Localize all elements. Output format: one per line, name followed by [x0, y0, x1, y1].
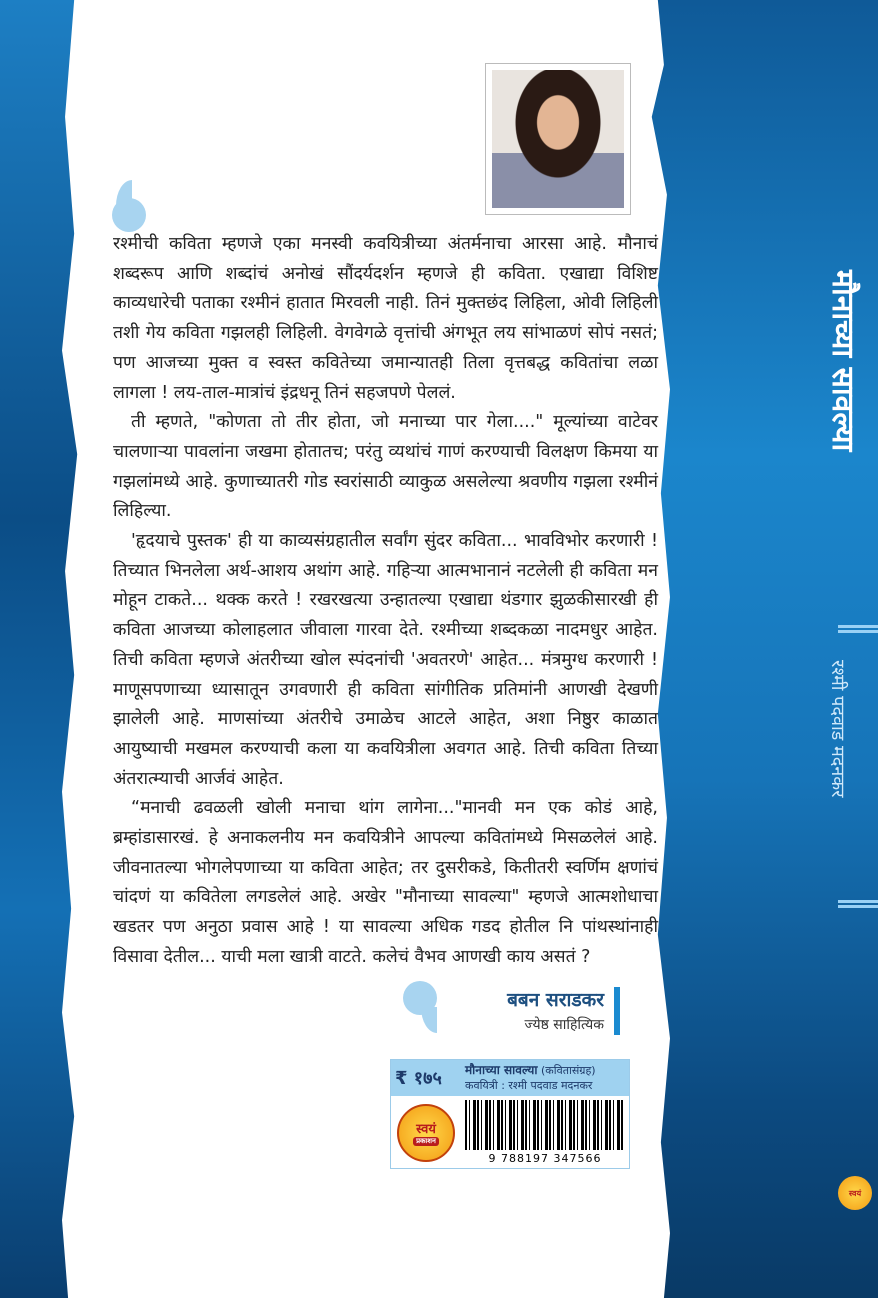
blurb-text [113, 230, 658, 973]
blurb-paragraph: “मनाची ढवळली खोली मनाचा थांग लागेना..."मानवी मन एक कोडं आहे, ब्रम्हांडासारखं. हे अनाकलनीय मन कवयित्रीने आपल्या कवितांमध्ये मिसळलेलं आहे. जीवनातल्या भोगलेपणाच्या या कविता आहेत; तर दुसरीकडे, कितीतरी स्वर्णिम क्षणांचं चांदणं या कवितेला लगडलेलं आहे. अखेर "मौनाच्या सावल्या" म्हणजे आत्मशोधाचा खडतर पण अनुठा प्रवास आहे ! या सावल्या अधिक गडद होतील नि पांथस्थांनाही विसावा देतील... याची मला खात्री वाटते. कलेचं वैभव आणखी काय असतं ? [113, 798, 658, 967]
blurb-paragraph: रश्मीची कविता म्हणजे एका मनस्वी कवयित्रीच्या अंतर्मनाचा आरसा आहे. मौनाचं शब्दरूप आणि शब्दांचं अनोखं सौंदर्यदर्शन म्हणजे ही कविता. एखाद्या विशिष्ट काव्यधारेची पताका रश्मीनं हातात मिरवली नाही. तिनं मुक्तछंद लिहिला, ओवी लिहिली तशी गेय कविता गझलही लिहिली. वेगवेगळे वृत्तांची अंगभूत लय सांभाळणं सोपं नसतं; पण आजच्या मुक्त व स्वस्त कवितेच्या जमान्यातही तिला वृत्तबद्ध कवितांचा लळा लागला ! लय-ताल-मात्रांचं इंद्रधनू तिनं सहजपणे पेललं. [113, 234, 658, 403]
book-title: मौनाच्या सावल्या [465, 1062, 538, 1077]
isbn-box [390, 1059, 630, 1169]
publisher-logo-sub: प्रकाशन [413, 1137, 439, 1146]
blurb-column [113, 0, 658, 1269]
blurb-paragraph: 'हृदयाचे पुस्तक' ही या काव्यसंग्रहातील सर्वांग सुंदर कविता... भावविभोर करणारी ! तिच्यात भिनलेला अर्थ-आशय अथांग आहे. गहिऱ्या आत्मभानानं नटलेली ही कविता मन मोहून टाकते... थक्क करते ! रखरखत्या उन्हातल्या एखाद्या थंडगार झुळकीसारखी ही कविता आजच्या कोलाहलात जीवाला गारवा देते. रश्मीच्या शब्दकळा नादमधुर आहेत. तिची कविता म्हणजे अंतरीच्या खोल स्पंदनांची 'अवतरणे' आहेत... मंत्रमुग्ध करणारी ! माणूसपणाच्या ध्यासातून उगवणारी ही कविता सांगीतिक प्रतिमांनी आणखी देखणी झालेली आहे. माणसांच्या अंतरीचे उमाळेच आटले आहेत, अशा निष्ठुर काळात आयुष्याची मखमल करण्याची कला या कवयित्रीला अवगत आहे. तिची कविता तिच्या अंतरात्म्याची आर्जवं आहेत. [113, 531, 658, 789]
publisher-logo-text: स्वयं [416, 1122, 436, 1138]
barcode-number: 9 788197 347566 [488, 1151, 602, 1165]
cover-background-left [0, 0, 80, 1298]
signature [507, 987, 620, 1035]
book-genre: (कवितासंग्रह) [541, 1063, 596, 1077]
spine-divider [838, 900, 878, 908]
publisher-logo [397, 1104, 455, 1162]
price: ₹ १७५ [395, 1067, 442, 1089]
cover-background-spine [648, 0, 878, 1298]
blurb-paragraph: ती म्हणते, "कोणता तो तीर होता, जो मनाच्या पार गेला...." मूल्यांच्या वाटेवर चालणाऱ्या पावलांना जखमा होतातच; परंतु व्यथांचं गाणं करण्याची विलक्षण किमया या गझलांमध्ये आहे. कुणाच्यातरी गोड स्वरांसाठी व्याकुळ असलेल्या श्रवणीय गझला रश्मीनं लिहिल्या. [113, 412, 658, 522]
signature-row [113, 987, 658, 1035]
spine-divider [838, 625, 878, 633]
spine-title: मौनाच्या सावल्या [825, 270, 860, 452]
author-line: कवयित्री : रश्मी पदवाड मदनकर [465, 1078, 593, 1092]
signature-role: ज्येष्ठ साहित्यिक [524, 1016, 604, 1033]
signature-name: बबन सराडकर [507, 988, 604, 1011]
close-quote-icon [403, 981, 437, 1015]
barcode [465, 1100, 625, 1150]
spine-publisher-logo: स्वयं [838, 1176, 872, 1210]
spine-author: रश्मी पदवाड मदनकर [827, 660, 848, 798]
